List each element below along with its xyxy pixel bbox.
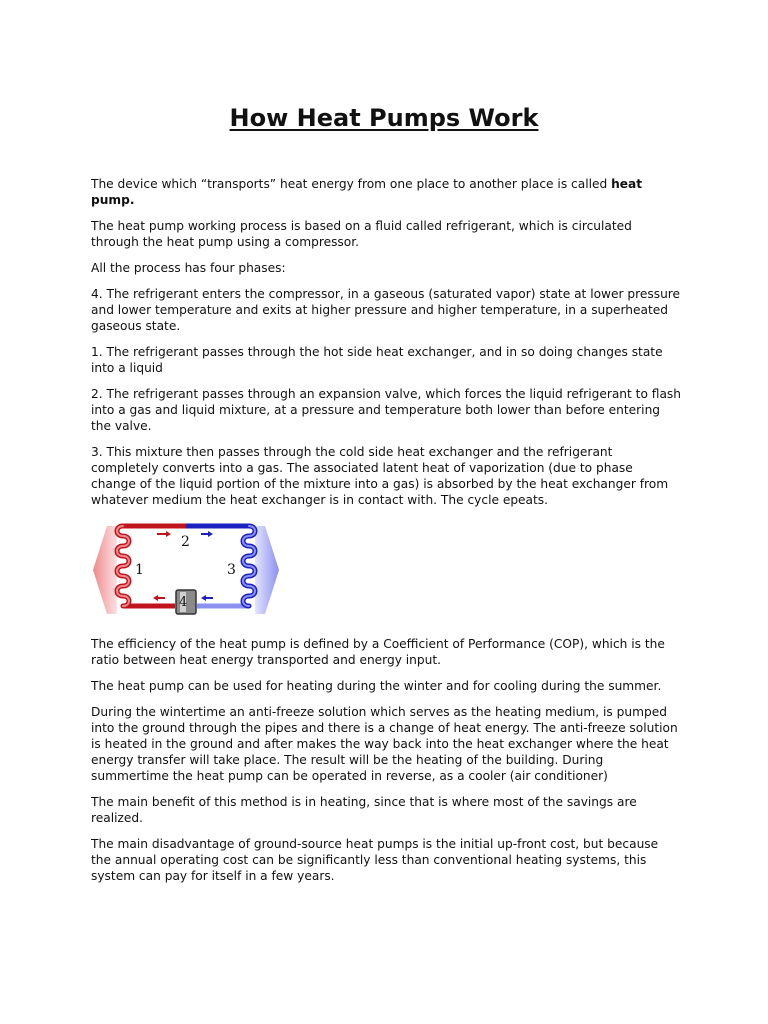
disadvantage-paragraph: The main disadvantage of ground-source heat pumps is the initial up-front cost, but because the annual operating cost can be significantly less than conventional heating systems, this system can pay for itself in a few years. [91,837,659,883]
label-cold-exchanger: 3 [227,562,236,578]
cold-heat-arrow [255,526,279,614]
step-4-paragraph: 4. The refrigerant enters the compressor, in a gaseous (saturated vapor) state at lower pressure and lower temperature and exits at higher pressure and higher temperature, in a superheated gaseous state. [91,287,681,333]
cop-paragraph: The efficiency of the heat pump is defined by a Coefficient of Performance (COP), which is the ratio between heat energy transported and energy input. [91,637,665,667]
phases-paragraph: All the process has four phases: [91,261,286,275]
heat-pump-diagram [91,518,281,622]
document-body [91,176,681,894]
benefit-paragraph: The main benefit of this method is in heating, since that is where most of the savings are realized. [91,795,637,825]
intro-paragraph [91,176,681,208]
flow-arrow-top-left [157,531,171,537]
hot-heat-arrow [93,526,117,614]
winter-paragraph: During the wintertime an anti-freeze solution which serves as the heating medium, is pumped into the ground through the pipes and there is a change of heat energy. The anti-freeze solution is heated in the ground and after makes the way back into the heat exchanger where the heat energy transfer will take place. The result will be the heating of the building. During summertime the heat pump can be operated in reverse, as a cooler (air conditioner) [91,705,678,783]
intro-bold-term: heat pump. [91,177,643,207]
usage-paragraph: The heat pump can be used for heating during the winter and for cooling during the summer. [91,679,662,693]
label-valve: 2 [181,534,190,550]
working-paragraph: The heat pump working process is based on a fluid called refrigerant, which is circulated through the heat pump using a compressor. [91,219,632,249]
step-3-paragraph: 3. This mixture then passes through the cold side heat exchanger and the refrigerant completely converts into a gas. The associated latent heat of vaporization (due to phase change of the liquid portion of the mixture into a gas) is absorbed by the heat exchanger from whatever medium the heat exchanger is in contact with. The cycle epeats. [91,445,669,507]
step-2-paragraph: 2. The refrigerant passes through an expansion valve, which forces the liquid refrigerant to flash into a gas and liquid mixture, at a pressure and temperature both lower than before entering the valve. [91,387,681,433]
intro-text: The device which “transports” heat energy from one place to another place is called [91,177,612,191]
flow-arrow-bottom-left [153,595,165,601]
document-title: How Heat Pumps Work [229,104,539,132]
label-hot-exchanger: 1 [135,562,144,578]
flow-arrow-bottom-right [201,595,213,601]
flow-arrow-top-right [201,531,213,537]
label-compressor: 4 [179,595,188,610]
step-1-paragraph: 1. The refrigerant passes through the hot side heat exchanger, and in so doing changes state into a liquid [91,345,663,375]
